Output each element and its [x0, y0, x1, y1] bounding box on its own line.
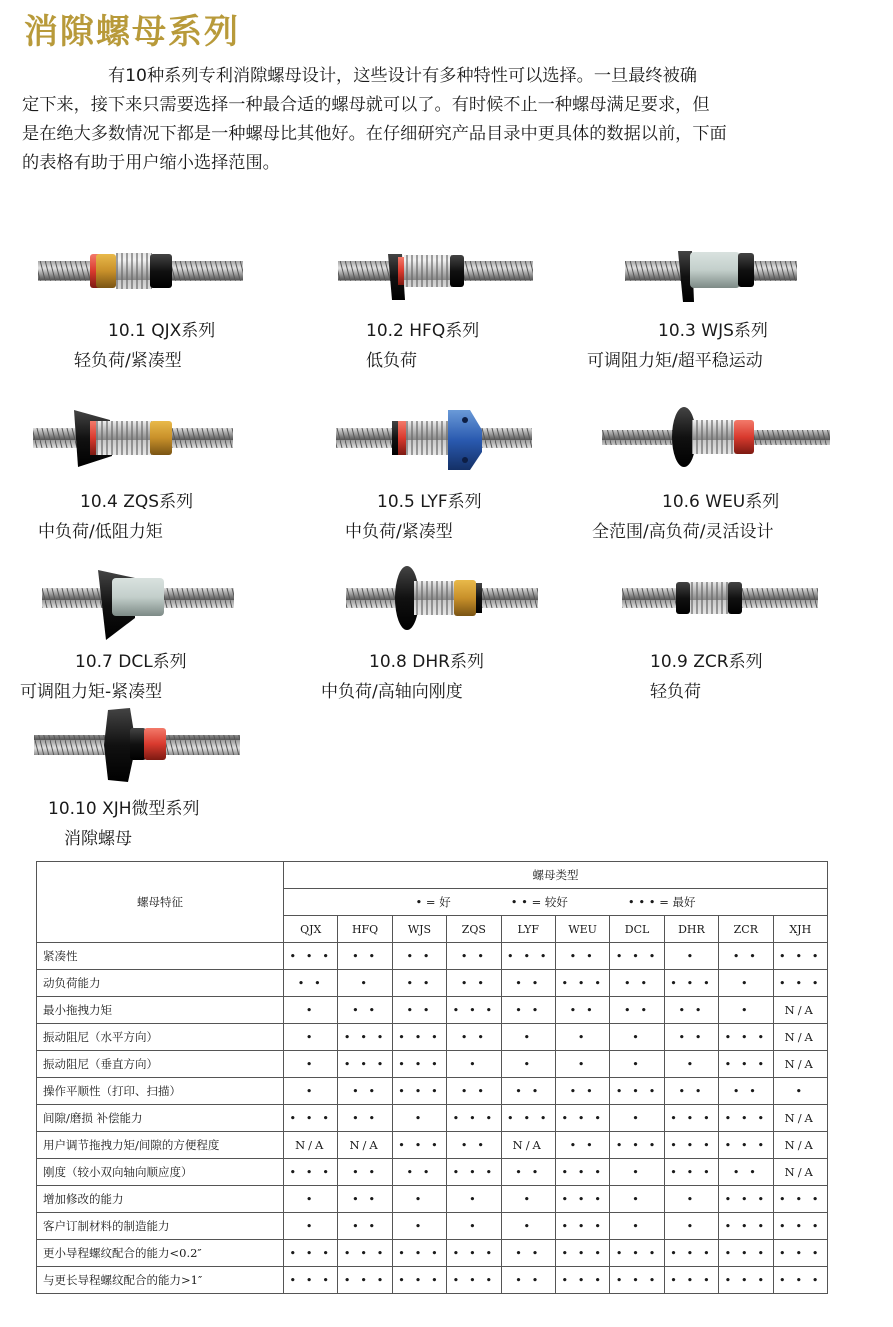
feature-header: 螺母特征 — [37, 862, 284, 943]
rating-cell: • • • — [501, 943, 555, 970]
rating-cell: • • — [447, 1024, 501, 1051]
rating-cell: • • • — [447, 1105, 501, 1132]
rating-cell: N/A — [773, 1159, 827, 1186]
rating-cell: • • — [719, 1078, 773, 1105]
legend-good: • = 好 — [415, 895, 451, 909]
rating-cell: • • • — [392, 1024, 446, 1051]
table-row — [37, 1051, 828, 1078]
rating-cell: N/A — [284, 1132, 338, 1159]
rating-cell: • • • — [773, 1240, 827, 1267]
column-zqs: ZQS — [447, 916, 501, 943]
rating-cell: • — [284, 1078, 338, 1105]
rating-cell: • • • — [555, 1213, 609, 1240]
rating-cell: • • — [555, 1132, 609, 1159]
rating-cell: • • — [501, 1240, 555, 1267]
product-desc-zqs: 中负荷/低阻力矩 — [38, 522, 163, 542]
rating-cell: • • • — [773, 1213, 827, 1240]
product-label-xjh: 10.10 XJH微型系列 — [48, 799, 200, 819]
rating-cell: • — [284, 997, 338, 1024]
row-feature-name: 紧凑性 — [37, 943, 284, 970]
dcl-nut-image — [42, 570, 234, 640]
rating-cell: • — [610, 1159, 664, 1186]
product-desc-wjs: 可调阻力矩/超平稳运动 — [587, 351, 763, 371]
hfq-nut-image — [338, 254, 533, 300]
table-row — [37, 1024, 828, 1051]
rating-cell: • • • — [719, 1105, 773, 1132]
column-hfq: HFQ — [338, 916, 392, 943]
rating-cell: • • • — [284, 1159, 338, 1186]
rating-cell: • • — [338, 1213, 392, 1240]
row-feature-name: 动负荷能力 — [37, 970, 284, 997]
rating-cell: • — [501, 1051, 555, 1078]
rating-cell: • • — [555, 943, 609, 970]
rating-cell: • • • — [610, 1078, 664, 1105]
rating-cell: • • • — [284, 1105, 338, 1132]
rating-cell: • • — [501, 997, 555, 1024]
table-row — [37, 1213, 828, 1240]
product-label-hfq: 10.2 HFQ系列 — [366, 321, 480, 341]
zqs-nut-image — [33, 410, 233, 467]
rating-cell: • — [719, 970, 773, 997]
page-title: 消隙螺母系列 — [24, 12, 240, 52]
rating-cell: • • • — [719, 1132, 773, 1159]
rating-cell: • — [610, 1024, 664, 1051]
rating-cell: • • • — [392, 1267, 446, 1294]
product-desc-xjh: 消隙螺母 — [64, 829, 132, 849]
table-row — [37, 1267, 828, 1294]
rating-cell: • • • — [555, 1159, 609, 1186]
rating-cell: • • • — [284, 1240, 338, 1267]
rating-cell: • • — [338, 943, 392, 970]
rating-cell: N/A — [773, 1105, 827, 1132]
row-feature-name: 客户订制材料的制造能力 — [37, 1213, 284, 1240]
rating-cell: • • • — [610, 943, 664, 970]
rating-cell: • — [501, 1213, 555, 1240]
rating-cell: • • • — [610, 1240, 664, 1267]
rating-cell: • • • — [719, 1186, 773, 1213]
rating-cell: • • • — [447, 997, 501, 1024]
table-row — [37, 1186, 828, 1213]
rating-cell: • — [664, 1051, 718, 1078]
rating-cell: N/A — [338, 1132, 392, 1159]
row-feature-name: 振动阻尼（垂直方向） — [37, 1051, 284, 1078]
rating-cell: • • — [501, 1267, 555, 1294]
rating-cell: • • • — [664, 1132, 718, 1159]
product-label-lyf: 10.5 LYF系列 — [377, 492, 482, 512]
rating-cell: • • — [338, 1105, 392, 1132]
table-body — [37, 943, 828, 1294]
rating-cell: • • • — [447, 1240, 501, 1267]
rating-cell: • — [555, 1051, 609, 1078]
product-desc-weu: 全范围/高负荷/灵活设计 — [592, 522, 774, 542]
rating-cell: • • • — [555, 1105, 609, 1132]
legend-better: • • = 较好 — [510, 895, 568, 909]
nut-comparison-table — [36, 861, 828, 1294]
rating-cell: • • • — [610, 1267, 664, 1294]
rating-cell: • • — [447, 1132, 501, 1159]
weu-nut-image — [602, 407, 830, 467]
rating-cell: • — [610, 1105, 664, 1132]
rating-cell: • • • — [392, 1078, 446, 1105]
row-feature-name: 用户调节拖拽力矩/间隙的方便程度 — [37, 1132, 284, 1159]
column-dhr: DHR — [664, 916, 718, 943]
rating-cell: • • — [447, 943, 501, 970]
rating-cell: • — [447, 1051, 501, 1078]
rating-cell: • — [773, 1078, 827, 1105]
rating-cell: • • • — [664, 970, 718, 997]
rating-cell: • • • — [338, 1024, 392, 1051]
table-row — [37, 1159, 828, 1186]
rating-cell: • — [284, 1051, 338, 1078]
intro-line: 是在绝大多数情况下都是一种螺母比其他好。在仔细研究产品目录中更具体的数据以前，下面 — [22, 124, 727, 144]
table-row — [37, 1240, 828, 1267]
product-desc-dhr: 中负荷/高轴向刚度 — [321, 682, 463, 702]
rating-cell: • • — [447, 1078, 501, 1105]
row-feature-name: 更小导程螺纹配合的能力<0.2″ — [37, 1240, 284, 1267]
type-header: 螺母类型 — [284, 862, 828, 889]
rating-cell: • — [555, 1024, 609, 1051]
column-zcr: ZCR — [719, 916, 773, 943]
rating-cell: • — [284, 1024, 338, 1051]
wjs-nut-image — [625, 251, 797, 302]
dhr-nut-image — [346, 566, 538, 630]
rating-cell: • — [610, 1051, 664, 1078]
rating-cell: • • • — [664, 1105, 718, 1132]
rating-cell: • • • — [392, 1051, 446, 1078]
rating-cell: • • — [338, 1078, 392, 1105]
rating-cell: • • • — [447, 1267, 501, 1294]
rating-cell: • — [338, 970, 392, 997]
legend-row — [284, 889, 828, 916]
rating-cell: • — [664, 943, 718, 970]
zcr-nut-image — [622, 582, 818, 614]
rating-cell: • • — [338, 997, 392, 1024]
row-feature-name: 刚度（较小双向轴向顺应度） — [37, 1159, 284, 1186]
row-feature-name: 最小拖拽力矩 — [37, 997, 284, 1024]
rating-cell: • • — [392, 1159, 446, 1186]
rating-cell: • — [610, 1186, 664, 1213]
rating-cell: • • • — [447, 1159, 501, 1186]
product-label-dhr: 10.8 DHR系列 — [369, 652, 484, 672]
column-weu: WEU — [555, 916, 609, 943]
table-row — [37, 1078, 828, 1105]
rating-cell: • — [501, 1186, 555, 1213]
rating-cell: • • • — [719, 1267, 773, 1294]
rating-cell: • • — [664, 1024, 718, 1051]
rating-cell: • • • — [719, 1051, 773, 1078]
row-feature-name: 与更长导程螺纹配合的能力>1″ — [37, 1267, 284, 1294]
product-label-wjs: 10.3 WJS系列 — [658, 321, 768, 341]
table-row — [37, 1105, 828, 1132]
rating-cell: • • — [284, 970, 338, 997]
rating-cell: N/A — [773, 1024, 827, 1051]
product-label-qjx: 10.1 QJX系列 — [108, 321, 216, 341]
rating-cell: • • • — [773, 970, 827, 997]
table-row — [37, 943, 828, 970]
column-wjs: WJS — [392, 916, 446, 943]
rating-cell: • • • — [664, 1159, 718, 1186]
rating-cell: • • — [392, 997, 446, 1024]
table-row — [37, 997, 828, 1024]
rating-cell: • • — [610, 970, 664, 997]
product-label-dcl: 10.7 DCL系列 — [75, 652, 187, 672]
rating-cell: N/A — [773, 1051, 827, 1078]
rating-cell: • • • — [719, 1213, 773, 1240]
rating-cell: • • • — [338, 1267, 392, 1294]
rating-cell: • • — [610, 997, 664, 1024]
table-row — [37, 1132, 828, 1159]
rating-cell: N/A — [501, 1132, 555, 1159]
rating-cell: • • — [501, 970, 555, 997]
qjx-nut-image — [38, 253, 243, 289]
rating-cell: • • • — [773, 943, 827, 970]
rating-cell: • — [664, 1186, 718, 1213]
rating-cell: • • • — [664, 1240, 718, 1267]
product-label-zqs: 10.4 ZQS系列 — [80, 492, 194, 512]
rating-cell: • • — [338, 1159, 392, 1186]
rating-cell: • • • — [719, 1024, 773, 1051]
rating-cell: • — [447, 1186, 501, 1213]
rating-cell: • — [392, 1186, 446, 1213]
rating-cell: • • • — [284, 943, 338, 970]
rating-cell: • — [284, 1186, 338, 1213]
rating-cell: • • — [719, 943, 773, 970]
rating-cell: • • — [555, 997, 609, 1024]
row-feature-name: 增加修改的能力 — [37, 1186, 284, 1213]
rating-cell: • — [284, 1213, 338, 1240]
rating-cell: • — [447, 1213, 501, 1240]
rating-cell: • — [392, 1105, 446, 1132]
legend-best: • • • = 最好 — [627, 895, 696, 909]
column-dcl: DCL — [610, 916, 664, 943]
rating-cell: • • • — [664, 1267, 718, 1294]
intro-line: 有10种系列专利消隙螺母设计，这些设计有多种特性可以选择。一旦最终被确 — [22, 66, 697, 86]
product-desc-lyf: 中负荷/紧凑型 — [345, 522, 453, 542]
rating-cell: • • • — [501, 1105, 555, 1132]
lyf-nut-image — [336, 410, 532, 470]
rating-cell: • • • — [555, 970, 609, 997]
product-label-weu: 10.6 WEU系列 — [662, 492, 780, 512]
rating-cell: • • • — [392, 1132, 446, 1159]
rating-cell: • • • — [773, 1186, 827, 1213]
rating-cell: N/A — [773, 997, 827, 1024]
column-xjh: XJH — [773, 916, 827, 943]
column-qjx: QJX — [284, 916, 338, 943]
rating-cell: • • — [338, 1186, 392, 1213]
rating-cell: • • — [501, 1078, 555, 1105]
rating-cell: • • • — [555, 1186, 609, 1213]
row-feature-name: 振动阻尼（水平方向） — [37, 1024, 284, 1051]
rating-cell: • — [392, 1213, 446, 1240]
table-row — [37, 970, 828, 997]
rating-cell: • — [610, 1213, 664, 1240]
row-feature-name: 操作平顺性（打印、扫描） — [37, 1078, 284, 1105]
product-label-zcr: 10.9 ZCR系列 — [650, 652, 763, 672]
row-feature-name: 间隙/磨损 补偿能力 — [37, 1105, 284, 1132]
rating-cell: • • • — [392, 1240, 446, 1267]
column-lyf: LYF — [501, 916, 555, 943]
rating-cell: • • • — [555, 1267, 609, 1294]
product-desc-hfq: 低负荷 — [366, 351, 417, 371]
rating-cell: • • • — [284, 1267, 338, 1294]
rating-cell: • • — [719, 1159, 773, 1186]
rating-cell: • • • — [555, 1240, 609, 1267]
rating-cell: • • — [392, 970, 446, 997]
rating-cell: • — [719, 997, 773, 1024]
rating-cell: • • — [501, 1159, 555, 1186]
rating-cell: N/A — [773, 1132, 827, 1159]
rating-cell: • • — [555, 1078, 609, 1105]
rating-cell: • • • — [610, 1132, 664, 1159]
rating-cell: • • • — [719, 1240, 773, 1267]
rating-cell: • — [501, 1024, 555, 1051]
rating-cell: • • • — [773, 1267, 827, 1294]
rating-cell: • • • — [338, 1240, 392, 1267]
rating-cell: • • • — [338, 1051, 392, 1078]
rating-cell: • • — [392, 943, 446, 970]
rating-cell: • • — [447, 970, 501, 997]
rating-cell: • • — [664, 997, 718, 1024]
xjh-nut-image — [34, 708, 240, 782]
intro-line: 定下来，接下来只需要选择一种最合适的螺母就可以了。有时候不止一种螺母满足要求，但 — [22, 95, 710, 115]
rating-cell: • • — [664, 1078, 718, 1105]
product-desc-dcl: 可调阻力矩-紧凑型 — [20, 682, 163, 702]
rating-cell: • — [664, 1213, 718, 1240]
product-desc-qjx: 轻负荷/紧凑型 — [74, 351, 182, 371]
intro-line: 的表格有助于用户缩小选择范围。 — [22, 153, 280, 173]
product-desc-zcr: 轻负荷 — [650, 682, 701, 702]
